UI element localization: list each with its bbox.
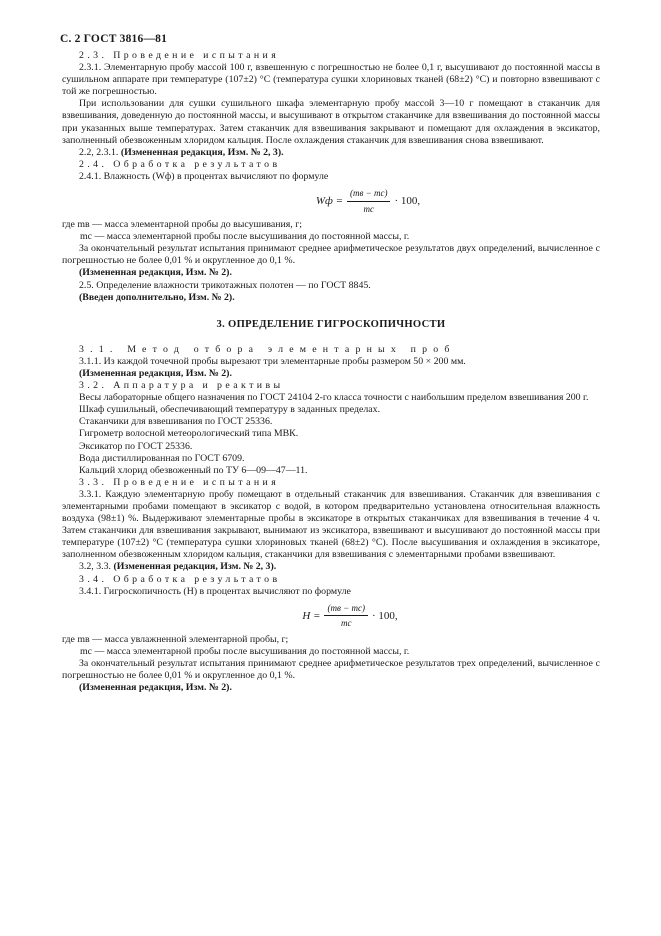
apparatus-item: Гигрометр волосной метеорологический типа МВК. bbox=[79, 428, 299, 440]
subsection-heading-3-2: 3.2. Аппаратура и реактивы bbox=[79, 380, 284, 392]
definition-mc: mс — масса элементарной пробы после высушивания до постоянной массы, г. bbox=[80, 645, 410, 657]
hygroscopicity-formula bbox=[62, 598, 600, 634]
apparatus-item: Эксикатор по ГОСТ 25336. bbox=[79, 440, 193, 452]
subsection-heading-3-1: 3.1. Метод отбора элементарных проб bbox=[79, 343, 456, 355]
amendment-note: (Измененная редакция, Изм. № 2). bbox=[79, 267, 232, 279]
apparatus-item: Стаканчики для взвешивания по ГОСТ 25336. bbox=[79, 416, 273, 428]
apparatus-item: Весы лабораторные общего назначения по ГОСТ 24104 2-го класса точности с наибольшим пределом взвешивания 200 г. bbox=[79, 392, 589, 404]
apparatus-item: Шкаф сушильный, обеспечивающий температуру в заданных пределах. bbox=[79, 404, 381, 416]
subsection-heading-2-4: 2.4. Обработка результатов bbox=[79, 158, 281, 170]
paragraph-2-5: 2.5. Определение влажности трикотажных полотен — по ГОСТ 8845. bbox=[79, 279, 371, 291]
section-heading-3: 3. ОПРЕДЕЛЕНИЕ ГИГРОСКОПИЧНОСТИ bbox=[216, 318, 446, 330]
paragraph-2-4-1: 2.4.1. Влажность (Wф) в процентах вычисляют по формуле bbox=[79, 170, 329, 182]
formula-numerator: (mв − mс) bbox=[324, 602, 367, 616]
formula-tail: · 100, bbox=[371, 609, 398, 622]
definition-mc: mс — масса элементарной пробы после высушивания до постоянной массы, г. bbox=[80, 231, 410, 243]
amendment-note bbox=[62, 147, 600, 159]
formula-tail: · 100, bbox=[394, 194, 421, 207]
moisture-formula bbox=[62, 183, 600, 219]
subsection-heading-3-4: 3.4. Обработка результатов bbox=[79, 573, 281, 585]
apparatus-item: Вода дистиллированная по ГОСТ 6709. bbox=[79, 452, 245, 464]
amendment-clauses: 3.2, 3.3. bbox=[79, 561, 111, 573]
definition-mv: где mв — масса увлажненной элементарной пробы, г; bbox=[62, 633, 289, 645]
amendment-clauses: 2.2, 2.3.1. bbox=[79, 146, 119, 158]
paragraph-3-1-1: 3.1.1. Из каждой точечной пробы вырезают три элементарные пробы размером 50 × 200 мм. bbox=[79, 355, 466, 367]
formula-fraction bbox=[324, 602, 367, 629]
document-body bbox=[62, 50, 600, 694]
formula-fraction bbox=[347, 187, 390, 214]
paragraph-3-3-1: 3.3.1. Каждую элементарную пробу помещают в отдельный стаканчик для взвешивания. Стаканчик для взвешивания с элементарными пробами помещают в эксикатор с водой, в котором предварительно установлена относительная влажность воздуха (98±1) %. Выдерживают элементарные пробы в эксикаторе в открытых стаканчиках для взвешивания в течение 4 ч. Затем стаканчики для взвешивания закрывают, вынимают из эксикатора, взвешивают и высушивают до постоянной массы при температуре (107±2) °С (температура сушки хлориновых тканей (68±2) °С). После высушивания и охлаждения в эксикаторе, заполненном обезвоженным хлоридом кальция, стаканчики для взвешивания с элементарными пробами взвешивают. bbox=[62, 488, 600, 561]
page-header: С. 2 ГОСТ 3816—81 bbox=[60, 33, 168, 45]
amendment-note bbox=[62, 561, 600, 573]
subsection-heading-3-3: 3.3. Проведение испытания bbox=[79, 476, 280, 488]
amendment-text: (Измененная редакция, Изм. № 2, 3). bbox=[120, 146, 284, 158]
amendment-note: (Измененная редакция, Изм. № 2). bbox=[79, 682, 232, 694]
formula-numerator: (mв − mс) bbox=[347, 187, 390, 201]
amendment-text: (Измененная редакция, Изм. № 2, 3). bbox=[113, 561, 277, 573]
amendment-note: (Введен дополнительно, Изм. № 2). bbox=[79, 291, 235, 303]
definition-mv: где mв — масса элементарной пробы до высушивания, г; bbox=[62, 219, 303, 231]
subsection-heading-2-3: 2.3. Проведение испытания bbox=[79, 50, 280, 61]
paragraph-2-3-1-drying-cabinet: При использовании для сушки сушильного шкафа элементарную пробу массой 3—10 г помещают в стаканчик для взвешивания, доведенную до постоянной массы, и высушивают в открытом стаканчике для взвешивания до постоянной массы при указанных выше температурах. Затем стаканчик для взвешивания закрывают и помещают для охлаждения в эксикатор, заполненный обезвоженным хлоридом кальция. После охлаждения стаканчик для взвешивания снова взвешивают. bbox=[62, 98, 600, 146]
paragraph-2-3-1: 2.3.1. Элементарную пробу массой 100 г, взвешенную с погрешностью не более 0,1 г, высушивают до постоянной массы в сушильном аппарате при температуре (107±2) °С (температура сушки хлориновых тканей (68±2) °С) и повторно взвешивают с той же погрешностью. bbox=[62, 62, 600, 98]
apparatus-item: Кальций хлорид обезвоженный по ТУ 6—09—47—11. bbox=[79, 464, 308, 476]
paragraph-3-4-1: 3.4.1. Гигроскопичность (H) в процентах вычисляют по формуле bbox=[79, 585, 351, 597]
formula-denominator: mс bbox=[363, 203, 374, 214]
amendment-note: (Измененная редакция, Изм. № 2). bbox=[79, 367, 232, 379]
formula-lhs: H = bbox=[302, 609, 321, 622]
result-paragraph: За окончательный результат испытания принимают среднее арифметическое результатов трех определений, вычисленное с погрешностью не более 0,01 % и округленное до 0,1 %. bbox=[62, 657, 600, 682]
result-paragraph: За окончательный результат испытания принимают среднее арифметическое результатов двух определений, вычисленное с погрешностью не более 0,01 % и округленное до 0,1 %. bbox=[62, 243, 600, 267]
formula-denominator: mс bbox=[340, 618, 352, 629]
formula-lhs: Wф = bbox=[315, 194, 343, 207]
